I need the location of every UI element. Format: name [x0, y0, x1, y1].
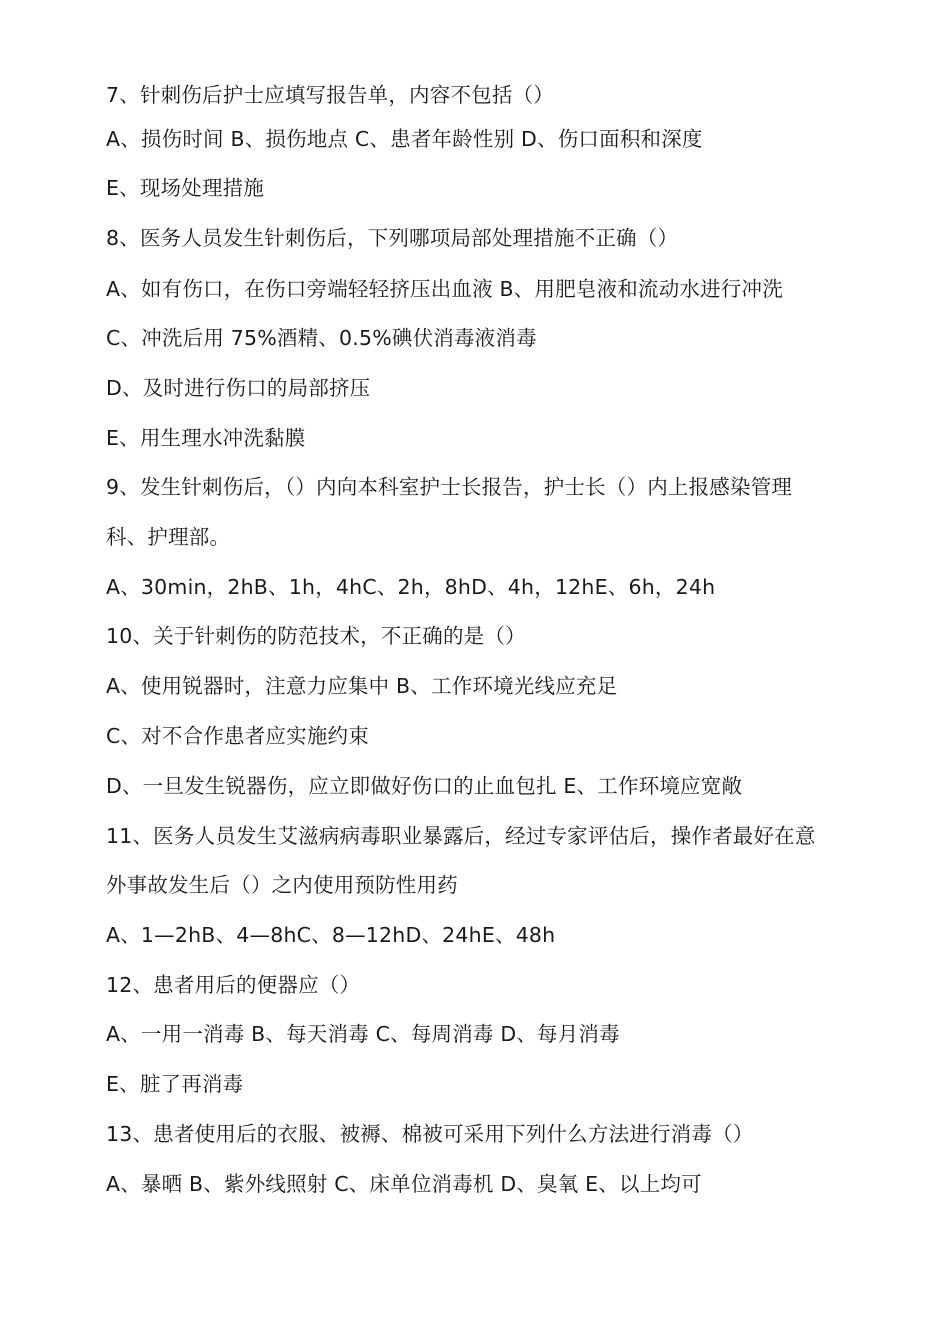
question-8-option-c: C、冲洗后用 75%酒精、0.5%碘伏消毒液消毒	[106, 326, 537, 350]
question-11-options: A、1—2hB、4—8hC、8—12hD、24hE、48h	[106, 923, 556, 947]
question-10-option-c: C、对不合作患者应实施约束	[106, 724, 369, 748]
question-10: 10、关于针刺伤的防范技术，不正确的是（）	[106, 624, 526, 648]
question-7-option-e: E、现场处理措施	[106, 176, 265, 200]
question-9-options: A、30min，2hB、1h，4hC、2h，8hD、4h，12hE、6h，24h	[106, 575, 716, 599]
question-7: 7、针刺伤后护士应填写报告单，内容不包括（）	[106, 83, 554, 107]
question-10-options-a-b: A、使用锐器时，注意力应集中 B、工作环境光线应充足	[106, 674, 618, 698]
question-7-options-a-d: A、损伤时间 B、损伤地点 C、患者年龄性别 D、伤口面积和深度	[106, 127, 703, 151]
question-9: 9、发生针刺伤后，（）内向本科室护士长报告，护士长（）内上报感染管理	[106, 475, 793, 499]
question-10-options-d-e: D、一旦发生锐器伤，应立即做好伤口的止血包扎 E、工作环境应宽敞	[106, 774, 743, 798]
question-12-options-a-d: A、一用一消毒 B、每天消毒 C、每周消毒 D、每月消毒	[106, 1022, 620, 1046]
question-11-continued: 外事故发生后（）之内使用预防性用药	[106, 873, 458, 897]
question-12-option-e: E、脏了再消毒	[106, 1072, 244, 1096]
question-8-option-d: D、及时进行伤口的局部挤压	[106, 376, 371, 400]
question-8-options-a-b: A、如有伤口，在伤口旁端轻轻挤压出血液 B、用肥皂液和流动水进行冲洗	[106, 277, 783, 301]
question-13: 13、患者使用后的衣服、被褥、棉被可采用下列什么方法进行消毒（）	[106, 1122, 754, 1146]
question-9-continued: 科、护理部。	[106, 525, 231, 549]
question-13-options: A、暴晒 B、紫外线照射 C、床单位消毒机 D、臭氧 E、以上均可	[106, 1172, 702, 1196]
question-8-option-e: E、用生理水冲洗黏膜	[106, 426, 306, 450]
question-8: 8、医务人员发生针刺伤后，下列哪项局部处理措施不正确（）	[106, 226, 679, 250]
question-12: 12、患者用后的便器应（）	[106, 973, 361, 997]
question-11: 11、医务人员发生艾滋病病毒职业暴露后，经过专家评估后，操作者最好在意	[106, 824, 816, 848]
